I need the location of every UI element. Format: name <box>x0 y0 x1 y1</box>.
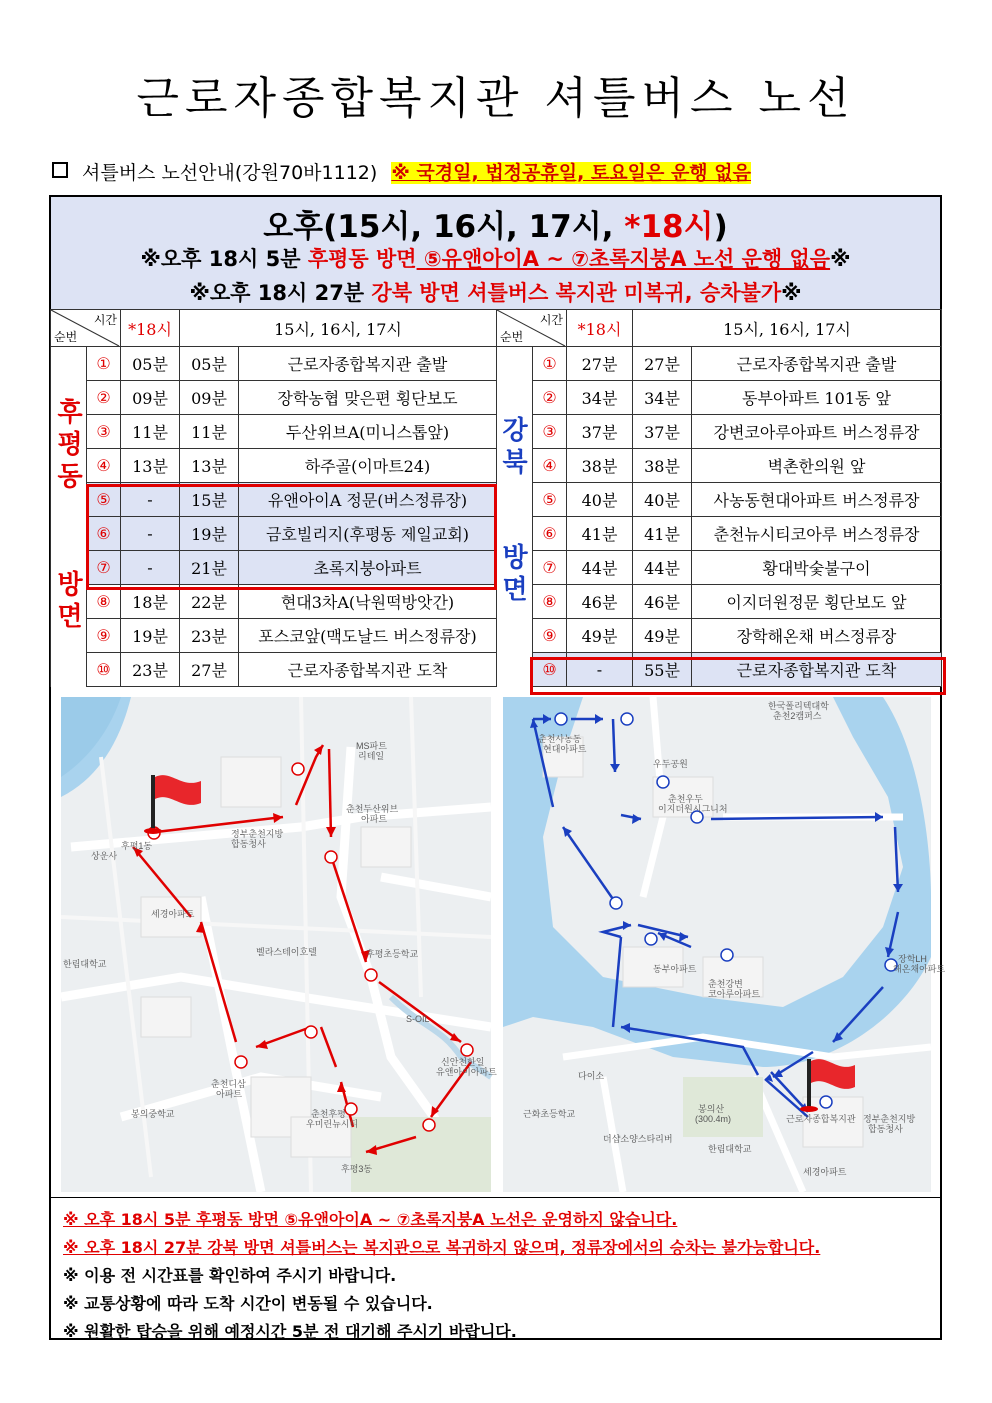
note-item: ※ 원활한 탑승을 위해 예정시간 5분 전 대기해 주시기 바랍니다. <box>63 1322 517 1341</box>
time-18: 09분 <box>121 381 180 415</box>
timetable-row <box>497 483 942 517</box>
svg-text:정부춘천지방: 정부춘천지방 <box>231 829 284 839</box>
houpyeong-label-bottom: 방 면 <box>57 570 83 632</box>
direction-label-cell <box>497 347 533 687</box>
svg-text:현대아파트: 현대아파트 <box>543 744 587 754</box>
time-18: 27분 <box>567 347 633 381</box>
stop-number: ⑦ <box>533 551 567 585</box>
notes-section <box>51 1197 940 1346</box>
time-18: 11분 <box>121 415 180 449</box>
note-item: ※ 오후 18시 27분 강북 방면 셔틀버스는 복지관으로 복귀하지 않으며, 정류장에서의 승차는 불가능합니다. <box>63 1238 821 1257</box>
note-item: ※ 오후 18시 5분 후평동 방면 ⑤유앤아이A ~ ⑦초록지붕A 노선은 운영하지 않습니다. <box>63 1210 678 1229</box>
time-regular: 55분 <box>633 653 692 687</box>
stop-name: 근로자종합복지관 출발 <box>692 347 942 381</box>
stop-name: 근로자종합복지관 도착 <box>239 653 497 687</box>
svg-text:세경아파트: 세경아파트 <box>803 1167 847 1177</box>
svg-text:동부아파트: 동부아파트 <box>653 964 697 974</box>
time-regular: 05분 <box>180 347 239 381</box>
svg-text:근화초등학교: 근화초등학교 <box>523 1109 576 1119</box>
stop-name: 강변코아루아파트 버스정류장 <box>692 415 942 449</box>
time-18: 13분 <box>121 449 180 483</box>
timetable-row <box>497 551 942 585</box>
gangbuk-label-top: 강 북 <box>502 416 528 478</box>
stop-number: ⑦ <box>87 551 121 585</box>
schedule-frame <box>49 195 946 1341</box>
time-18: - <box>121 551 180 585</box>
time-regular: 27분 <box>633 347 692 381</box>
stop-name: 현대3차A(낙원떡방앗간) <box>239 585 497 619</box>
note-item: ※ 교통상황에 따라 도착 시간이 변동될 수 있습니다. <box>63 1294 433 1313</box>
time-18: 40분 <box>567 483 633 517</box>
svg-text:춘천사농동: 춘천사농동 <box>538 734 582 744</box>
col-18-header: *18시 <box>121 310 180 347</box>
time-regular: 13분 <box>180 449 239 483</box>
route-info-line <box>52 158 751 185</box>
time-regular: 46분 <box>633 585 692 619</box>
stop-number: ② <box>533 381 567 415</box>
header-notice-2: ※오후 18시 27분 강북 방면 셔틀버스 복지관 미복귀, 승차불가※ <box>189 281 802 305</box>
time-18: - <box>121 483 180 517</box>
stop-number: ③ <box>533 415 567 449</box>
timetable-row <box>497 347 942 381</box>
stop-number: ⑧ <box>87 585 121 619</box>
time-regular: 34분 <box>633 381 692 415</box>
svg-text:MS파트: MS파트 <box>356 741 387 751</box>
svg-text:해온채아파트: 해온채아파트 <box>893 964 946 974</box>
diagonal-header-cell: 시간 순번 <box>51 310 121 347</box>
checkbox-bullet-icon <box>52 162 68 178</box>
time-regular: 38분 <box>633 449 692 483</box>
stop-number: ⑨ <box>87 619 121 653</box>
map-label: 후평1동 <box>121 841 153 851</box>
time-regular: 44분 <box>633 551 692 585</box>
holiday-notice: ※ 국경일, 법정공휴일, 토요일은 운행 없음 <box>391 162 751 184</box>
svg-text:S-OIL: S-OIL <box>406 1014 430 1024</box>
svg-text:신안천한일: 신안천한일 <box>441 1057 485 1067</box>
svg-text:합동청사: 합동청사 <box>868 1124 903 1134</box>
time-regular: 11분 <box>180 415 239 449</box>
stop-name: 유앤아이A 정문(버스정류장) <box>239 483 497 517</box>
stop-number: ② <box>87 381 121 415</box>
time-18: 18분 <box>121 585 180 619</box>
timetable-row <box>497 517 942 551</box>
stop-number: ① <box>87 347 121 381</box>
gangbuk-label-bottom: 방 면 <box>502 543 528 605</box>
time-18: 34분 <box>567 381 633 415</box>
stop-name: 근로자종합복지관 도착 <box>692 653 942 687</box>
stop-name: 초록지붕아파트 <box>239 551 497 585</box>
time-18: 41분 <box>567 517 633 551</box>
timetable-row <box>497 585 942 619</box>
time-18: 37분 <box>567 415 633 449</box>
stop-name: 하주골(이마트24) <box>239 449 497 483</box>
col-other-header: 15시, 16시, 17시 <box>633 310 942 347</box>
stop-name: 장학농협 맞은편 횡단보도 <box>239 381 497 415</box>
stop-name: 춘천뉴시티코아루 버스정류장 <box>692 517 942 551</box>
svg-text:근로자종합복지관: 근로자종합복지관 <box>786 1114 856 1124</box>
col-other-header: 15시, 16시, 17시 <box>180 310 497 347</box>
stop-name: 금호빌리지(후평동 제일교회) <box>239 517 497 551</box>
time-regular: 49분 <box>633 619 692 653</box>
svg-text:코아루아파트: 코아루아파트 <box>708 989 761 999</box>
timetable-row <box>497 381 942 415</box>
header-notice-1: ※오후 18시 5분 후평동 방면 ⑤유앤아이A ~ ⑦초록지붕A 노선 운행 없음※ <box>140 247 851 271</box>
time-regular: 27분 <box>180 653 239 687</box>
stop-name: 벽촌한의원 앞 <box>692 449 942 483</box>
stop-name: 장학해온채 버스정류장 <box>692 619 942 653</box>
stop-number: ⑤ <box>533 483 567 517</box>
timetable-row <box>51 449 497 483</box>
stop-name: 이지더원정문 횡단보도 앞 <box>692 585 942 619</box>
time-18: - <box>567 653 633 687</box>
stop-number: ⑥ <box>533 517 567 551</box>
timetable-row <box>497 619 942 653</box>
header-times: 오후(15시, 16시, 17시, *18시) <box>263 209 728 245</box>
stop-number: ① <box>533 347 567 381</box>
note-item: ※ 이용 전 시간표를 확인하여 주시기 바랍니다. <box>63 1266 397 1285</box>
page-title: 근로자종합복지관 셔틀버스 노선 <box>136 73 856 124</box>
stop-name: 사농동현대아파트 버스정류장 <box>692 483 942 517</box>
stop-number: ⑥ <box>87 517 121 551</box>
col-18-header: *18시 <box>567 310 633 347</box>
timetable-row <box>51 653 497 687</box>
svg-text:한림대학교: 한림대학교 <box>708 1144 752 1154</box>
stop-number: ⑩ <box>87 653 121 687</box>
svg-text:더샵소양스타리버: 더샵소양스타리버 <box>603 1134 673 1144</box>
timetable-row <box>497 449 942 483</box>
route-info-text: 셔틀버스 노선안내(강원70바1112) <box>82 162 378 184</box>
svg-text:한국폴리텍대학: 한국폴리텍대학 <box>768 701 829 711</box>
svg-text:리테일: 리테일 <box>358 751 385 761</box>
svg-text:춘천강변: 춘천강변 <box>708 979 743 989</box>
time-regular: 21분 <box>180 551 239 585</box>
stop-number: ⑩ <box>533 653 567 687</box>
svg-text:상운사: 상운사 <box>91 851 118 861</box>
svg-text:춘천디삼: 춘천디삼 <box>211 1079 246 1089</box>
svg-text:우미린뉴시티: 우미린뉴시티 <box>306 1119 359 1129</box>
stop-number: ⑨ <box>533 619 567 653</box>
timetable-row <box>51 347 497 381</box>
svg-text:봉의산: 봉의산 <box>698 1104 725 1114</box>
time-regular: 09분 <box>180 381 239 415</box>
svg-text:세경아파트: 세경아파트 <box>151 909 195 919</box>
svg-text:합동청사: 합동청사 <box>231 839 266 849</box>
time-18: 05분 <box>121 347 180 381</box>
svg-text:후평3동: 후평3동 <box>341 1164 373 1174</box>
svg-text:장학LH: 장학LH <box>898 954 927 964</box>
svg-text:다이소: 다이소 <box>578 1071 605 1081</box>
stop-number: ④ <box>533 449 567 483</box>
stop-number: ③ <box>87 415 121 449</box>
time-regular: 37분 <box>633 415 692 449</box>
stop-name: 동부아파트 101동 앞 <box>692 381 942 415</box>
svg-text:유앤아이아파트: 유앤아이아파트 <box>436 1067 497 1077</box>
svg-text:정부춘천지방: 정부춘천지방 <box>863 1114 916 1124</box>
stop-name: 포스코앞(맥도날드 버스정류장) <box>239 619 497 653</box>
stop-number: ④ <box>87 449 121 483</box>
time-regular: 40분 <box>633 483 692 517</box>
timetable-row <box>497 415 942 449</box>
svg-text:춘천우두: 춘천우두 <box>668 794 703 804</box>
stop-number: ⑤ <box>87 483 121 517</box>
diagonal-header-cell: 시간 순번 <box>497 310 567 347</box>
time-18: 49분 <box>567 619 633 653</box>
houpyeong-label-top: 후 평 동 <box>57 398 83 492</box>
svg-text:아파트: 아파트 <box>361 814 388 824</box>
svg-text:이지더원시그니처: 이지더원시그니처 <box>658 804 728 814</box>
svg-text:(300.4m): (300.4m) <box>695 1114 732 1124</box>
time-18: 44분 <box>567 551 633 585</box>
svg-text:우두공원: 우두공원 <box>653 759 688 769</box>
timetable-row <box>51 415 497 449</box>
stop-name: 근로자종합복지관 출발 <box>239 347 497 381</box>
time-regular: 19분 <box>180 517 239 551</box>
gangbuk-route-map <box>503 697 946 1192</box>
timetable-row <box>51 381 497 415</box>
houpyeong-route-map <box>61 697 497 1192</box>
time-18: 46분 <box>567 585 633 619</box>
svg-text:봉의중학교: 봉의중학교 <box>131 1109 175 1119</box>
timetable-row <box>51 619 497 653</box>
svg-text:벨라스테이호텔: 벨라스테이호텔 <box>256 947 317 957</box>
gangbuk-timetable <box>496 309 942 687</box>
stop-number: ⑧ <box>533 585 567 619</box>
time-18: 19분 <box>121 619 180 653</box>
excluded-stops-box <box>86 484 497 590</box>
time-18: 38분 <box>567 449 633 483</box>
stop-name: 황대박숯불구이 <box>692 551 942 585</box>
time-regular: 22분 <box>180 585 239 619</box>
time-18: 23분 <box>121 653 180 687</box>
time-regular: 23분 <box>180 619 239 653</box>
stop-name: 두산위브A(미니스톱앞) <box>239 415 497 449</box>
svg-text:춘천두산위브: 춘천두산위브 <box>346 804 399 814</box>
time-18: - <box>121 517 180 551</box>
svg-text:춘천2캠퍼스: 춘천2캠퍼스 <box>773 711 822 721</box>
svg-text:한림대학교: 한림대학교 <box>63 959 107 969</box>
excluded-return-box <box>530 657 946 695</box>
svg-text:춘천후평: 춘천후평 <box>311 1109 346 1119</box>
svg-text:아파트: 아파트 <box>216 1089 243 1099</box>
time-regular: 41분 <box>633 517 692 551</box>
schedule-header <box>51 197 940 310</box>
svg-text:후평초등학교: 후평초등학교 <box>366 949 419 959</box>
time-regular: 15분 <box>180 483 239 517</box>
